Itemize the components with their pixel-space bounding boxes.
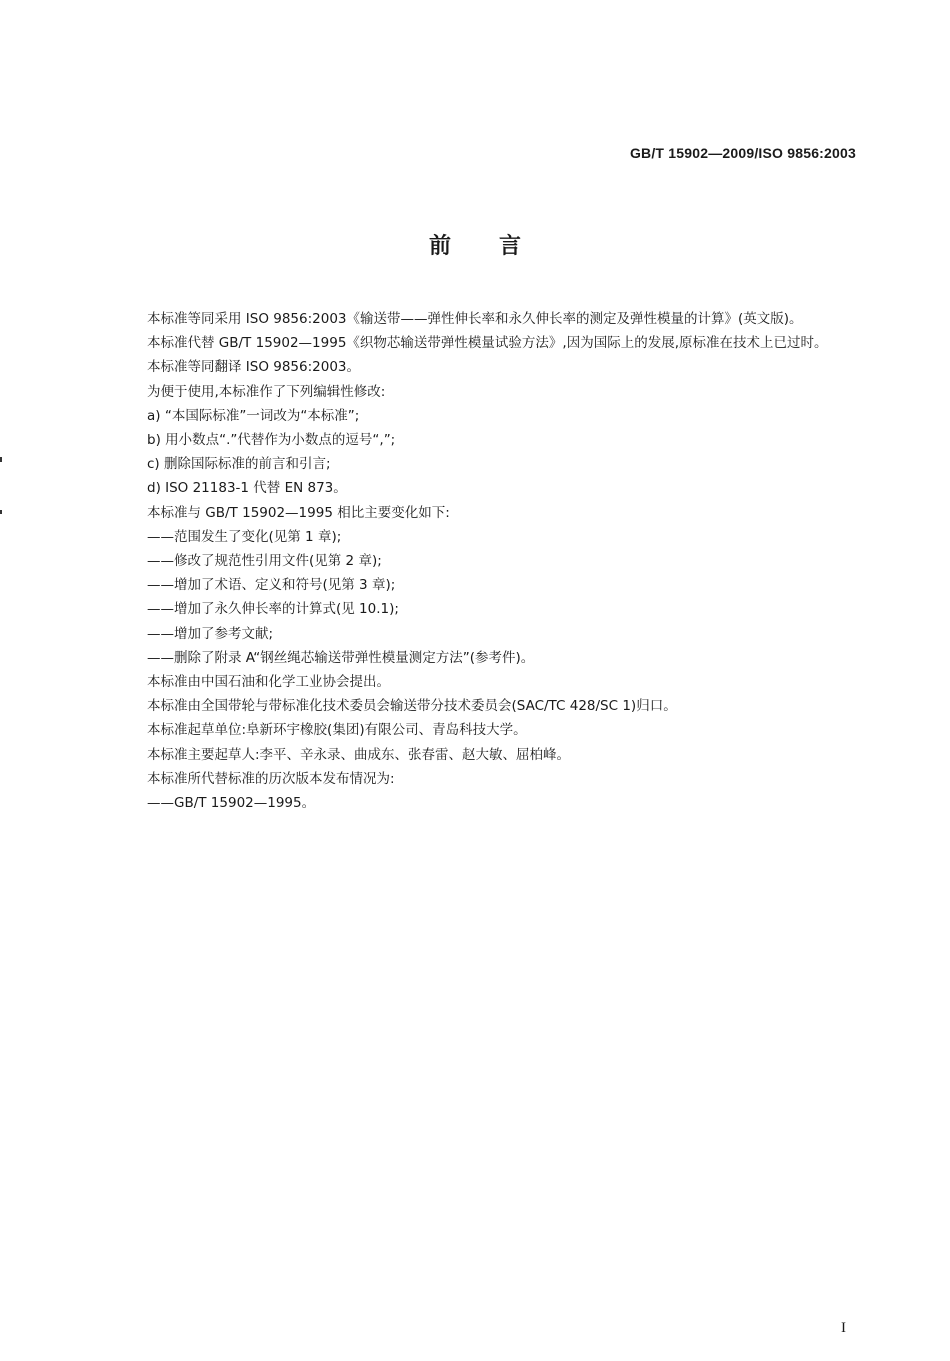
scan-edge-mark: [0, 510, 2, 514]
paragraph: 本标准由中国石油和化学工业协会提出。: [147, 674, 390, 691]
edit-item: b) 用小数点“.”代替作为小数点的逗号“,”;: [147, 432, 396, 449]
paragraph: 本标准主要起草人:李平、辛永录、曲成东、张春雷、赵大敏、屈柏峰。: [147, 746, 571, 763]
change-item: ——增加了永久伸长率的计算式(见 10.1);: [147, 601, 399, 618]
change-item: ——范围发生了变化(见第 1 章);: [147, 528, 342, 545]
change-item: ——增加了术语、定义和符号(见第 3 章);: [147, 577, 396, 594]
paragraph: 本标准起草单位:阜新环宇橡胶(集团)有限公司、青岛科技大学。: [147, 722, 527, 739]
edit-item: d) ISO 21183-1 代替 EN 873。: [147, 480, 347, 497]
page-number: I: [841, 1320, 846, 1336]
page-title: 前言: [428, 234, 569, 259]
standard-number: GB/T 15902—2009/ISO 9856:2003: [629, 145, 856, 161]
change-item: ——增加了参考文献;: [147, 625, 274, 642]
changes-intro: 本标准与 GB/T 15902—1995 相比主要变化如下:: [147, 504, 450, 521]
scan-edge-mark: [0, 457, 2, 462]
paragraph: 本标准所代替标准的历次版本发布情况为:: [147, 770, 395, 787]
edit-item: c) 删除国际标准的前言和引言;: [147, 456, 331, 473]
paragraph: 本标准代替 GB/T 15902—1995《织物芯输送带弹性模量试验方法》,因为国际上的发展,原标准在技术上已过时。: [147, 335, 828, 352]
edit-item: a) “本国际标准”一词改为“本标准”;: [147, 407, 360, 424]
history-item: ——GB/T 15902—1995。: [147, 795, 316, 812]
paragraph: 本标准等同采用 ISO 9856:2003《输送带——弹性伸长率和永久伸长率的测定及弹性模量的计算》(英文版)。: [147, 311, 803, 327]
change-item: ——修改了规范性引用文件(见第 2 章);: [147, 553, 382, 570]
paragraph: 本标准等同翻译 ISO 9856:2003。: [147, 359, 361, 376]
change-item: ——删除了附录 A“钢丝绳芯输送带弹性模量测定方法”(参考件)。: [147, 649, 535, 666]
foreword-body: [113, 307, 855, 815]
paragraph: 本标准由全国带轮与带标准化技术委员会输送带分技术委员会(SAC/TC 428/SC 1)归口。: [147, 698, 677, 715]
paragraph: 为便于使用,本标准作了下列编辑性修改:: [147, 383, 386, 400]
